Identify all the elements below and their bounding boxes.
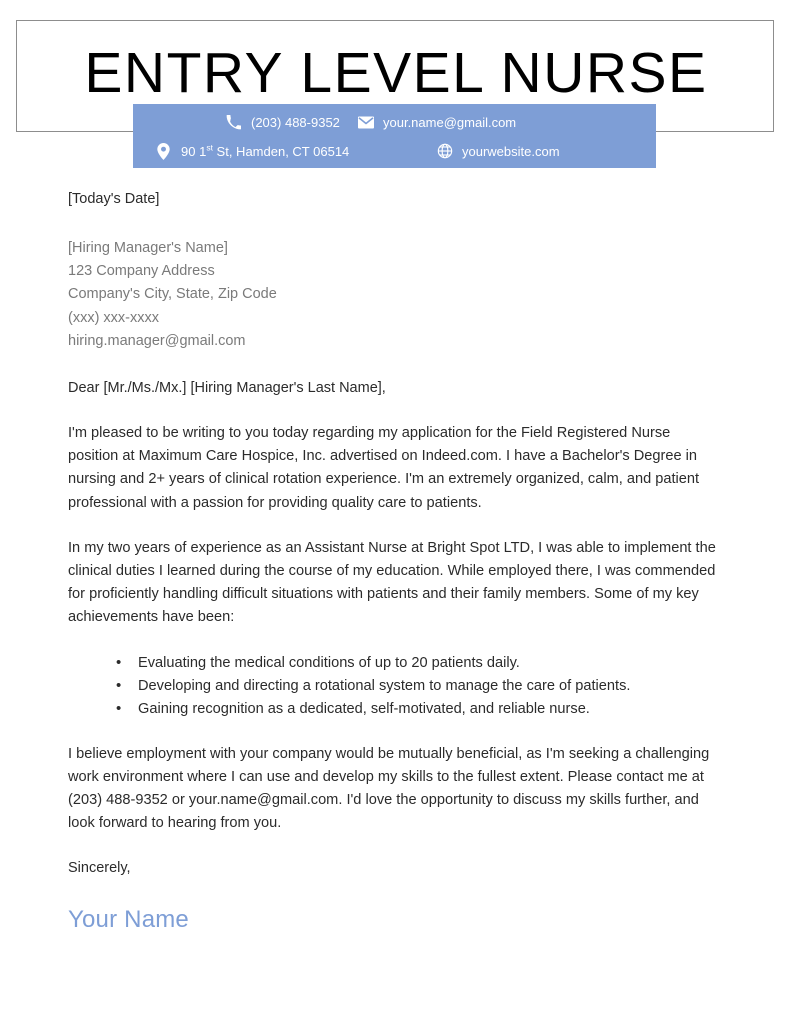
signature-name: Your Name [68,906,189,934]
address-number: 90 1 [181,143,207,159]
contact-email[interactable] [357,114,516,131]
contact-email-text: your.name@gmail.com [383,114,517,130]
address-rest: St, Hamden, CT 06514 [212,143,350,159]
list-item: • Gaining recognition as a dedicated, self-motivated, and reliable nurse. [116,698,718,721]
recipient-address-block [68,237,718,353]
document-header [0,0,791,182]
achievements-list [68,652,718,722]
recipient-line-3: Company's City, State, Zip Code [68,286,277,303]
phone-icon [225,114,242,131]
globe-icon [436,143,453,160]
contact-banner [133,104,656,168]
recipient-line-5: hiring.manager@gmail.com [68,332,246,349]
map-pin-icon [155,143,172,160]
address-ordinal: st [206,142,213,153]
contact-phone-text: (203) 488-9352 [251,114,340,130]
recipient-line-4: (xxx) xxx-xxxx [68,309,160,326]
recipient-line-1: [Hiring Manager's Name] [68,240,228,256]
contact-website[interactable] [436,143,560,160]
recipient-line-2: 123 Company Address [68,263,215,280]
paragraph-intro: I'm pleased to be writing to you today regarding my application for the Field Registered Nurse position at Maximum Care Hospice, Inc. advertised on Indeed.com. I have a Bachelor's Degree in nursing and 2+ years of clinical rotation experience. I'm an extremely organized, calm, and patient professional with a passion for providing quality care to patients. [68,425,700,511]
contact-banner-row-bottom [133,135,656,167]
list-item: • Evaluating the medical conditions of up to 20 patients daily. [116,652,718,675]
contact-address-text [181,144,349,159]
paragraph-experience: In my two years of experience as an Assistant Nurse at Bright Spot LTD, I was able to implement the clinical duties I learned during the course of my education. While employed there, I was commended for proficiently handling difficult situations with patients and their family members. Some of my key achievements have been: [68,539,716,626]
list-item: • Developing and directing a rotational system to manage the care of patients. [116,675,718,698]
contact-website-text: yourwebsite.com [462,143,560,159]
letter-date: [Today's Date] [68,191,160,207]
letter-body [68,188,718,935]
closing-salutation: Sincerely, [68,860,131,877]
salutation: Dear [Mr./Ms./Mx.] [Hiring Manager's Last Name], [68,380,386,397]
paragraph-closing: I believe employment with your company would be mutually beneficial, as I'm seeking a challenging work environment where I can use and develop my skills to the fullest extent. Please contact me at (203) 488-9352 or your.name@gmail.com. I'd love the opportunity to discuss my skills further, and look forward to hearing from you. [68,745,710,832]
contact-address [155,143,349,160]
page-title: ENTRY LEVEL NURSE [84,40,708,105]
contact-phone[interactable] [225,114,340,131]
contact-banner-row-top [133,106,656,138]
envelope-icon [357,114,374,131]
